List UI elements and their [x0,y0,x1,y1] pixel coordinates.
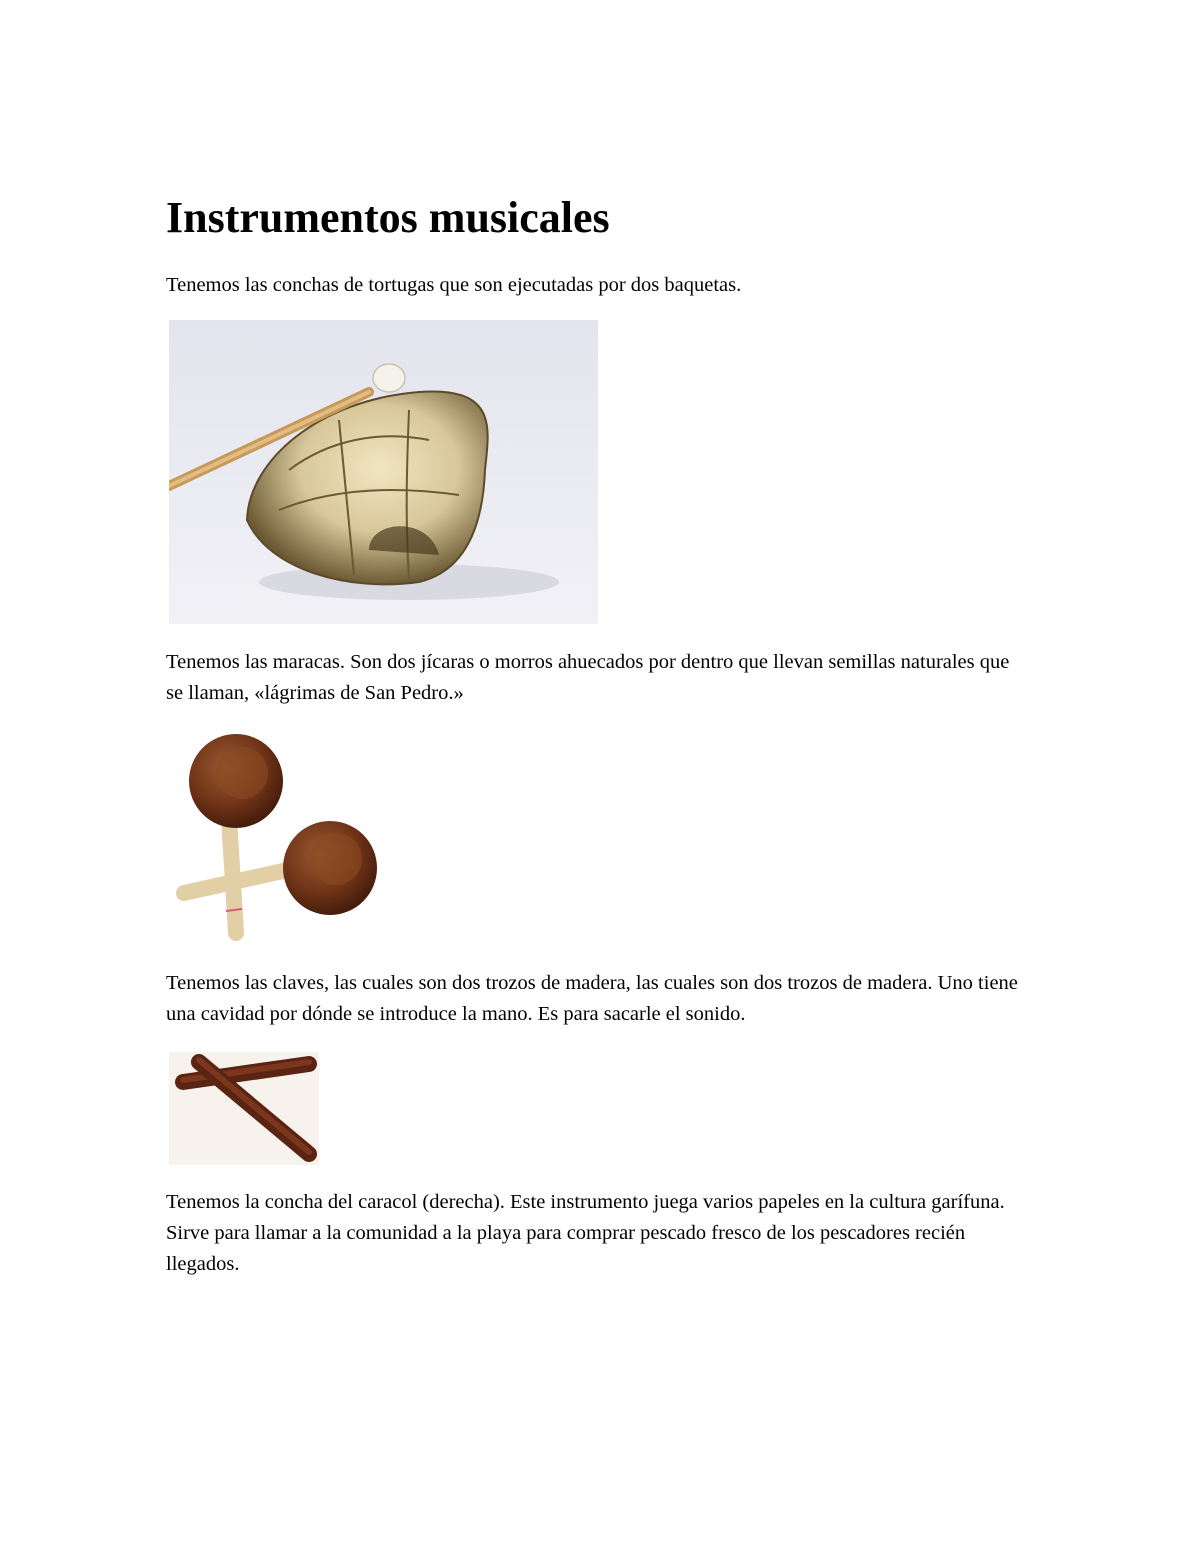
maracas-image [170,733,385,945]
claves-image [169,1052,319,1165]
paragraph-maracas: Tenemos las maracas. Son dos jícaras o morros ahuecados por dentro que llevan semillas naturales que se llaman, «lágrimas de San Pedro.» [166,651,1010,704]
paragraph-conch-shell: Tenemos la concha del caracol (derecha). Este instrumento juega varios papeles en la cultura garífuna. Sirve para llamar a la comunidad a la playa para comprar pescado fresco de los pescadores recién llegados. [166,1191,1005,1275]
paragraph-claves: Tenemos las claves, las cuales son dos trozos de madera, las cuales son dos trozos de madera. Uno tiene una cavidad por dónde se introduce la mano. Es para sacarle el sonido. [166,972,1018,1025]
turtle-shell-image [169,320,598,624]
paragraph-turtle-shell: Tenemos las conchas de tortugas que son ejecutadas por dos baquetas. [166,274,742,296]
page-title: Instrumentos musicales [166,193,610,242]
